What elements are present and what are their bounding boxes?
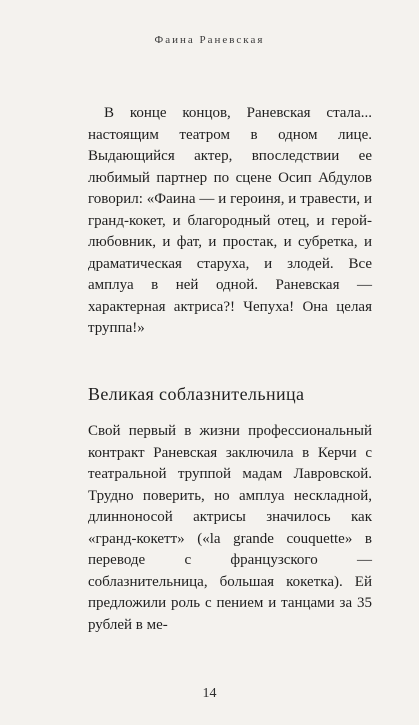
section-text-block <box>88 421 372 636</box>
section-title: Великая соблазнительница <box>88 384 305 404</box>
paragraph: В конце концов, Раневская стала... настоящим театром в одном лице. Выдающийся актер, впоследствии ее любимый партнер по сцене Осип Абдулов говорил: «Фаина — и героиня, и травести, и гранд-кокет, и благородный отец, и герой-любовник, и фат, и простак, и субретка, и драматическая старуха, и злодей. Все амплуа в ней одной. Раневская — характерная актриса?! Чепуха! Она целая труппа!» <box>88 105 372 336</box>
intro-text-block <box>88 103 372 340</box>
section-paragraph: Свой первый в жизни профессиональный контракт Раневская заключила в Керчи с театральной труппой мадам Лавровской. Трудно поверить, но амплуа нескладной, длинноносой актрисы значилось как «гранд-кокетт» («la grande couquette» в переводе с французского — соблазнительница, большая кокетка). Ей предложили роль с пением и танцами за 35 рублей в ме- <box>88 423 372 633</box>
running-header: Фаина Раневская <box>154 34 265 46</box>
page-number: 14 <box>202 686 217 701</box>
